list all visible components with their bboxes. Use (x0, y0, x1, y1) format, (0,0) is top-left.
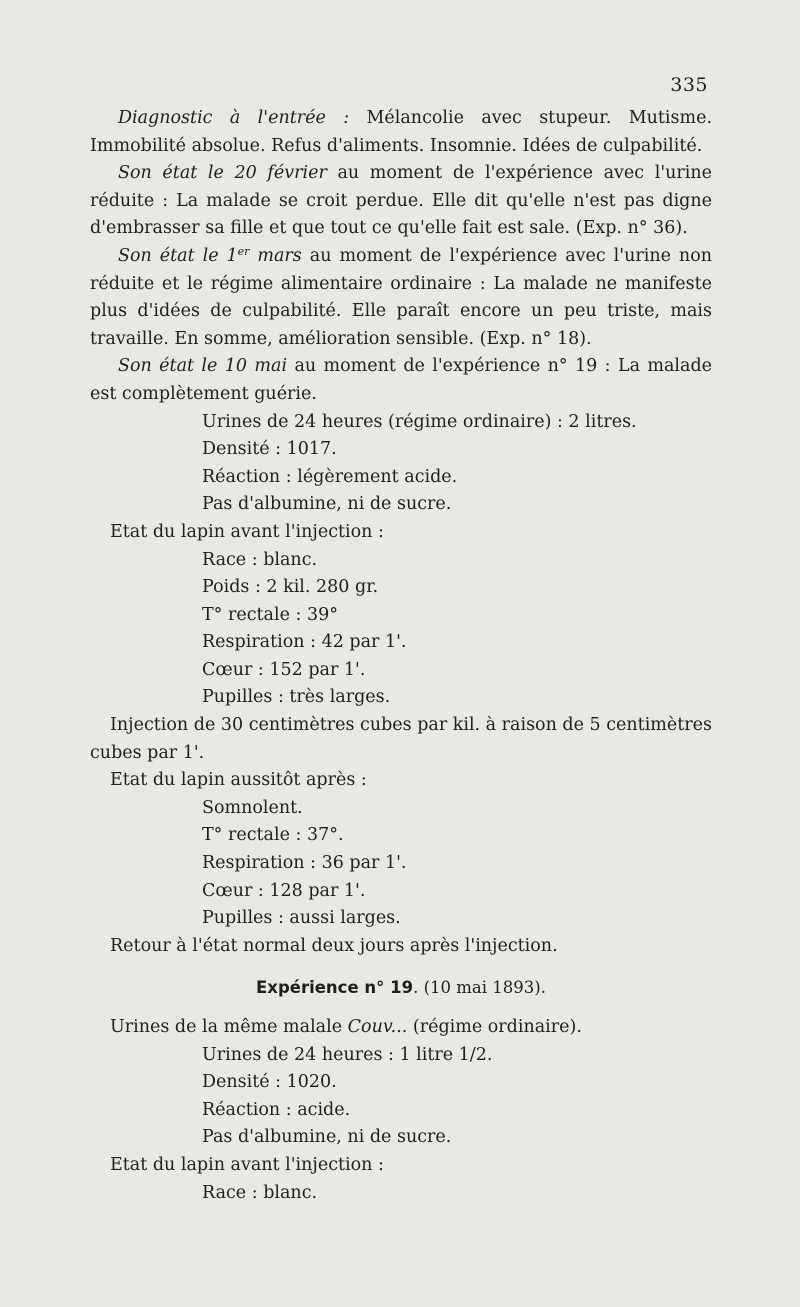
page-number: 335 (670, 74, 708, 96)
label-state-10-may: Son état le 10 mai (118, 356, 288, 377)
retour-line: Retour à l'état normal deux jours après l'injection. (110, 935, 558, 956)
paragraph-state-1-mar (90, 243, 712, 353)
text-state-1-mar: au moment de l'expérience avec l'urine non réduite et le régime alimentaire ordinaire : La malade ne manifeste plus d'idées de culpabilité. Elle paraît encore un peu triste, mais travaille. En somme, amélioration sensible. (Exp. n° 18). (90, 245, 712, 349)
lapin-before-line: Race : blanc. (202, 549, 318, 570)
urine-line: Réaction : légèrement acide. (202, 466, 458, 487)
text-state-10-may: au moment de l'expérience n° 19 : La malade est complètement guérie. (90, 356, 713, 404)
label-state-20-feb: Son état le 20 février (118, 163, 327, 184)
urines-malade-rest: (régime ordinaire). (407, 1017, 582, 1037)
lapin-after-line: Somnolent. (202, 797, 303, 818)
paragraph-injection: Injection de 30 centimètres cubes par kil. à raison de 5 centimètres cubes par 1'. (90, 715, 712, 763)
urine-line: Pas d'albumine, ni de sucre. (202, 494, 452, 515)
experiment-heading (90, 974, 712, 1002)
urine-line: Urines de 24 heures (régime ordinaire) : 2 litres. (202, 411, 637, 432)
label-state-1-mar-a: Son état le 1 (118, 245, 238, 266)
urines-malade-text: Urines de la même malale (110, 1017, 348, 1037)
label-state-1-mar-sup: er (237, 244, 250, 258)
paragraph-diagnostic (90, 105, 712, 160)
text-state-20-feb: au moment de l'expérience avec l'urine réduite : La malade se croit perdue. Elle dit qu'elle n'est pas digne d'embrasser sa fille et que tout ce qu'elle fait est sale. (Exp. n° 36). (90, 163, 712, 239)
lapin-before2-line: Race : blanc. (202, 1182, 318, 1203)
urines-malade-name: Couv... (347, 1017, 408, 1037)
lapin-after-line: Cœur : 128 par 1'. (202, 880, 366, 901)
lapin-after-title: Etat du lapin aussitôt après : (110, 770, 367, 791)
urine2-line: Pas d'albumine, ni de sucre. (202, 1127, 452, 1148)
lapin-before-line: Respiration : 42 par 1'. (202, 632, 407, 653)
lapin-after-line: Respiration : 36 par 1'. (202, 853, 407, 874)
urine2-line: Réaction : acide. (202, 1099, 351, 1120)
lapin-before-line: Cœur : 152 par 1'. (202, 659, 366, 680)
experiment-heading-title: Expérience n° 19 (256, 978, 414, 998)
urine2-line: Densité : 1020. (202, 1072, 337, 1093)
experiment-heading-date: . (10 mai 1893). (413, 978, 546, 998)
urine-line: Densité : 1017. (202, 439, 337, 460)
lapin-before-line: T° rectale : 39° (202, 604, 338, 625)
page-body (90, 105, 712, 1207)
label-state-1-mar (118, 246, 302, 266)
lapin-after-line: T° rectale : 37°. (202, 825, 344, 846)
urines-malade-line (90, 1014, 712, 1042)
lapin-before-line: Poids : 2 kil. 280 gr. (202, 577, 379, 598)
urine2-line: Urines de 24 heures : 1 litre 1/2. (202, 1044, 493, 1065)
label-diagnostic: Diagnostic à l'entrée : (118, 108, 350, 128)
lapin-before-line: Pupilles : très larges. (202, 687, 391, 708)
text-diagnostic: Mélancolie avec stupeur. Mutisme. Immobilité absolue. Refus d'aliments. Insomnie. Idées de culpabilité. (90, 108, 713, 156)
lapin-before-title: Etat du lapin avant l'injection : (110, 521, 384, 542)
lapin-before2-title: Etat du lapin avant l'injection : (110, 1154, 384, 1175)
paragraph-state-10-may (90, 353, 712, 408)
paragraph-state-20-feb (90, 160, 712, 243)
label-state-1-mar-b: mars (249, 245, 302, 266)
lapin-after-line: Pupilles : aussi larges. (202, 908, 401, 929)
